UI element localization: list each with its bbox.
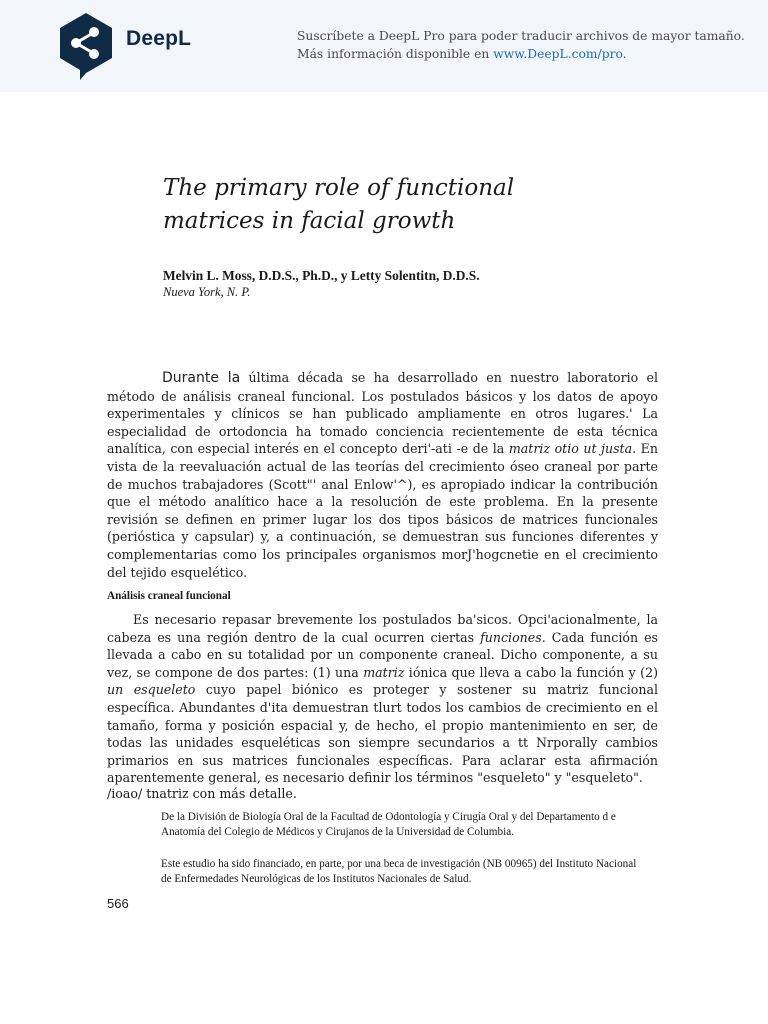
deepl-banner [0,0,768,92]
affiliation: Nueva York, N. P. [163,285,251,299]
promo-line-2: Más información disponible en www.DeepL.com/pro. [297,47,627,61]
footnote-affiliation: De la División de Biología Oral de la Facultad de Odontología y Cirugía Oral y del Departamento d e Anatomía del Colegio de Médicos y Cirujanos de la Universidad de Columbia. [161,811,616,838]
promo-text [297,27,757,63]
authors: Melvin L. Moss, D.D.S., Ph.D., y Letty Solentitn, D.D.S. [163,268,480,283]
page-number: 566 [107,896,129,911]
deepl-logo-text[interactable]: DeepL [126,27,192,50]
body-paragraph: Es necesario repasar brevemente los postulados ba'sicos. Opci'acionalmente, la cabeza es una región dentro de la cual ocurren ciertas funciones. Cada función es llevada a cabo en su totalidad por un componente craneal. Dicho componente, a su vez, se compone de dos partes: (1) una matriz iónica que lleva a cabo la función y (2) un esqueleto cuyo papel biónico es proteger y sostener su matriz funcional específica. Abundantes d'ita demuestran tlurt todos los cambios de crecimiento en el tamaño, forma y posición espacial y, de hecho, el propio mantenimiento en ser, de todas las unidades esqueléticas son siempre secundarios a tt Nrporally cambios primarios en sus matrices funcionales específicas. Para aclarar esta afirmación aparentemente general, es necesario definir los términos "esqueleto" y "esqueleto". [107,612,659,786]
deepl-logo-icon[interactable] [56,11,116,81]
section-heading: Análisis craneal funcional [107,590,231,602]
intro-paragraph: Durante la última década se ha desarrollado en nuestro laboratorio el método de análisis craneal funcional. Los postulados básicos y los datos de apoyo experimentales y clínicos se han publicado ampliamente en otros lugares.' La especialidad de ortodoncia ha tomado conciencia recientemente de esta técnica analítica, con especial interés en el concepto deri'-ati -e de la matriz otio ut justa. En vista de la reevaluación actual de las teorías del crecimiento óseo craneal por parte de muchos trabajadores (Scott"' anal Enlow'^), es apropiado indicar la contribución que el método analítico hace a la resolución de este problema. En la presente revisión se definen en primer lugar los dos tipos básicos de matrices funcionales (perióstica y capsular) y, a continuación, se demuestran sus funciones diferentes y complementarias como los principales organismos morJ'hogcnetie en el crecimiento del tejido esquelético. [107,370,659,580]
paragraph-last-line: /ioao/ tnatriz con más detalle. [107,786,297,801]
article-title: The primary role of functional matrices in facial growth [163,175,515,234]
deepl-pro-link[interactable]: www.DeepL.com/pro [493,47,623,61]
footnote-funding: Este estudio ha sido financiado, en parte, por una beca de investigación (NB 00965) del Instituto Nacional de Enfermedades Neurológicas de los Institutos Nacionales de Salud. [161,858,637,885]
promo-line-1: Suscríbete a DeepL Pro para poder traducir archivos de mayor tamaño. [297,29,745,43]
